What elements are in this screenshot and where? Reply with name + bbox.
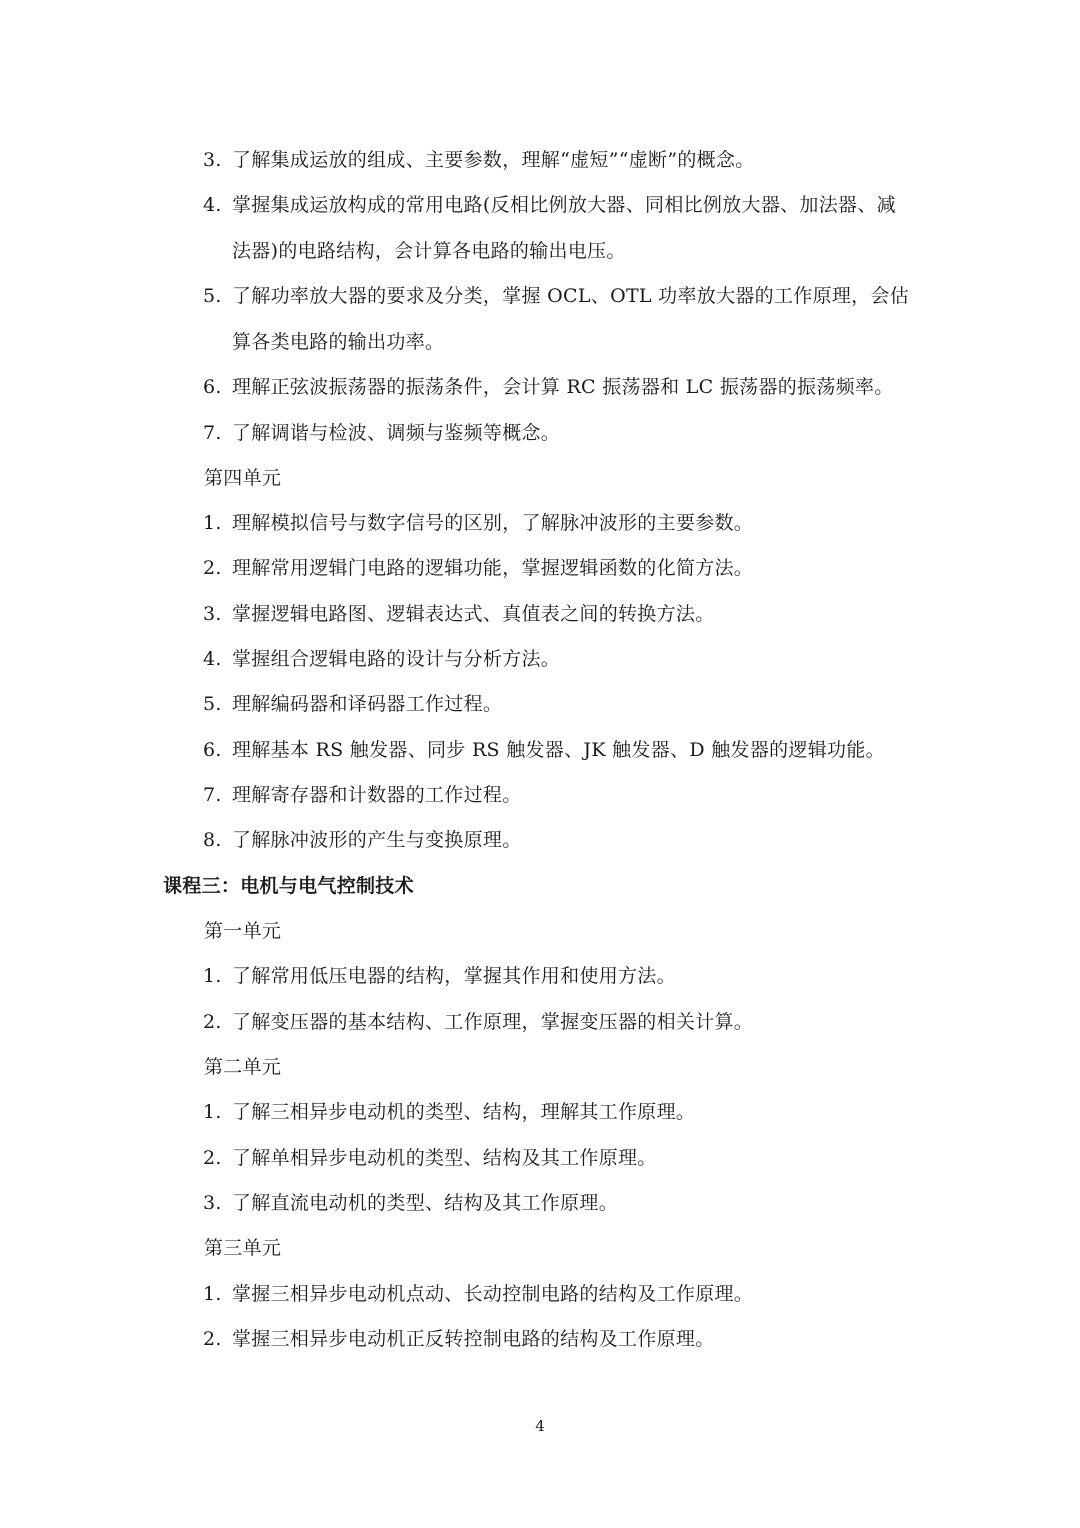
item-text: 理解寄存器和计数器的工作过程。 <box>232 784 522 806</box>
list-item <box>203 1282 753 1306</box>
item-text: 了解功率放大器的要求及分类，掌握 OCL、OTL 功率放大器的工作原理，会估 <box>232 285 910 307</box>
item-number: 1. <box>203 512 222 534</box>
list-item <box>203 511 753 535</box>
item-text: 掌握三相异步电动机正反转控制电路的结构及工作原理。 <box>232 1328 715 1350</box>
item-text: 了解调谐与检波、调频与鉴频等概念。 <box>232 422 561 444</box>
list-item <box>203 421 560 445</box>
item-text: 掌握三相异步电动机点动、长动控制电路的结构及工作原理。 <box>232 1283 754 1305</box>
item-number: 7. <box>203 784 222 806</box>
list-item <box>203 556 753 580</box>
list-item <box>203 1146 657 1170</box>
list-item <box>203 964 676 988</box>
item-number: 5. <box>203 693 222 715</box>
item-number: 2. <box>203 1147 222 1169</box>
list-item <box>203 783 522 807</box>
item-text: 掌握集成运放构成的常用电路(反相比例放大器、同相比例放大器、加法器、减 <box>232 194 896 216</box>
unit-heading: 第一单元 <box>204 920 282 942</box>
list-item <box>203 602 715 626</box>
item-number: 6. <box>203 739 222 761</box>
page-number: 4 <box>535 1417 545 1435</box>
list-item <box>203 193 896 217</box>
item-number: 7. <box>203 422 222 444</box>
list-item <box>203 1100 695 1124</box>
unit-heading: 第四单元 <box>204 467 282 489</box>
item-number: 8. <box>203 829 222 851</box>
item-number: 1. <box>203 1283 222 1305</box>
item-number: 2. <box>203 557 222 579</box>
item-text: 了解变压器的基本结构、工作原理，掌握变压器的相关计算。 <box>232 1011 754 1033</box>
list-item <box>203 1010 753 1034</box>
item-text: 理解模拟信号与数字信号的区别，了解脉冲波形的主要参数。 <box>232 512 754 534</box>
item-text: 了解常用低压电器的结构，掌握其作用和使用方法。 <box>232 965 676 987</box>
list-item <box>203 692 502 716</box>
unit-heading: 第三单元 <box>204 1237 282 1259</box>
item-text: 了解直流电动机的类型、结构及其工作原理。 <box>232 1192 619 1214</box>
item-text: 了解集成运放的组成、主要参数，理解“虚短”“虚断”的概念。 <box>232 149 755 171</box>
item-number: 2. <box>203 1328 222 1350</box>
course-heading: 课程三：电机与电气控制技术 <box>163 875 414 897</box>
list-item <box>203 1191 618 1215</box>
item-number: 3. <box>203 603 222 625</box>
item-number: 3. <box>203 1192 222 1214</box>
item-text: 理解正弦波振荡器的振荡条件，会计算 RC 振荡器和 LC 振荡器的振荡频率。 <box>232 376 894 398</box>
item-text: 理解常用逻辑门电路的逻辑功能，掌握逻辑函数的化简方法。 <box>232 557 754 579</box>
unit-heading: 第二单元 <box>204 1056 282 1078</box>
list-item <box>203 738 885 762</box>
item-text: 理解基本 RS 触发器、同步 RS 触发器、JK 触发器、D 触发器的逻辑功能。 <box>232 739 885 761</box>
item-number: 2. <box>203 1011 222 1033</box>
item-number: 1. <box>203 1101 222 1123</box>
list-item-continuation: 法器)的电路结构，会计算各电路的输出电压。 <box>232 240 626 262</box>
list-item <box>203 828 522 852</box>
list-item <box>203 284 909 308</box>
item-number: 4. <box>203 648 222 670</box>
item-number: 1. <box>203 965 222 987</box>
item-number: 4. <box>203 194 222 216</box>
list-item <box>203 647 560 671</box>
list-item <box>203 375 894 399</box>
list-item <box>203 148 755 172</box>
list-item <box>203 1327 715 1351</box>
item-text: 掌握逻辑电路图、逻辑表达式、真值表之间的转换方法。 <box>232 603 715 625</box>
list-item-continuation: 算各类电路的输出功率。 <box>232 331 445 353</box>
item-text: 理解编码器和译码器工作过程。 <box>232 693 503 715</box>
item-text: 了解脉冲波形的产生与变换原理。 <box>232 829 522 851</box>
item-text: 了解单相异步电动机的类型、结构及其工作原理。 <box>232 1147 657 1169</box>
item-number: 5. <box>203 285 222 307</box>
item-number: 6. <box>203 376 222 398</box>
item-text: 掌握组合逻辑电路的设计与分析方法。 <box>232 648 561 670</box>
item-text: 了解三相异步电动机的类型、结构，理解其工作原理。 <box>232 1101 696 1123</box>
item-number: 3. <box>203 149 222 171</box>
